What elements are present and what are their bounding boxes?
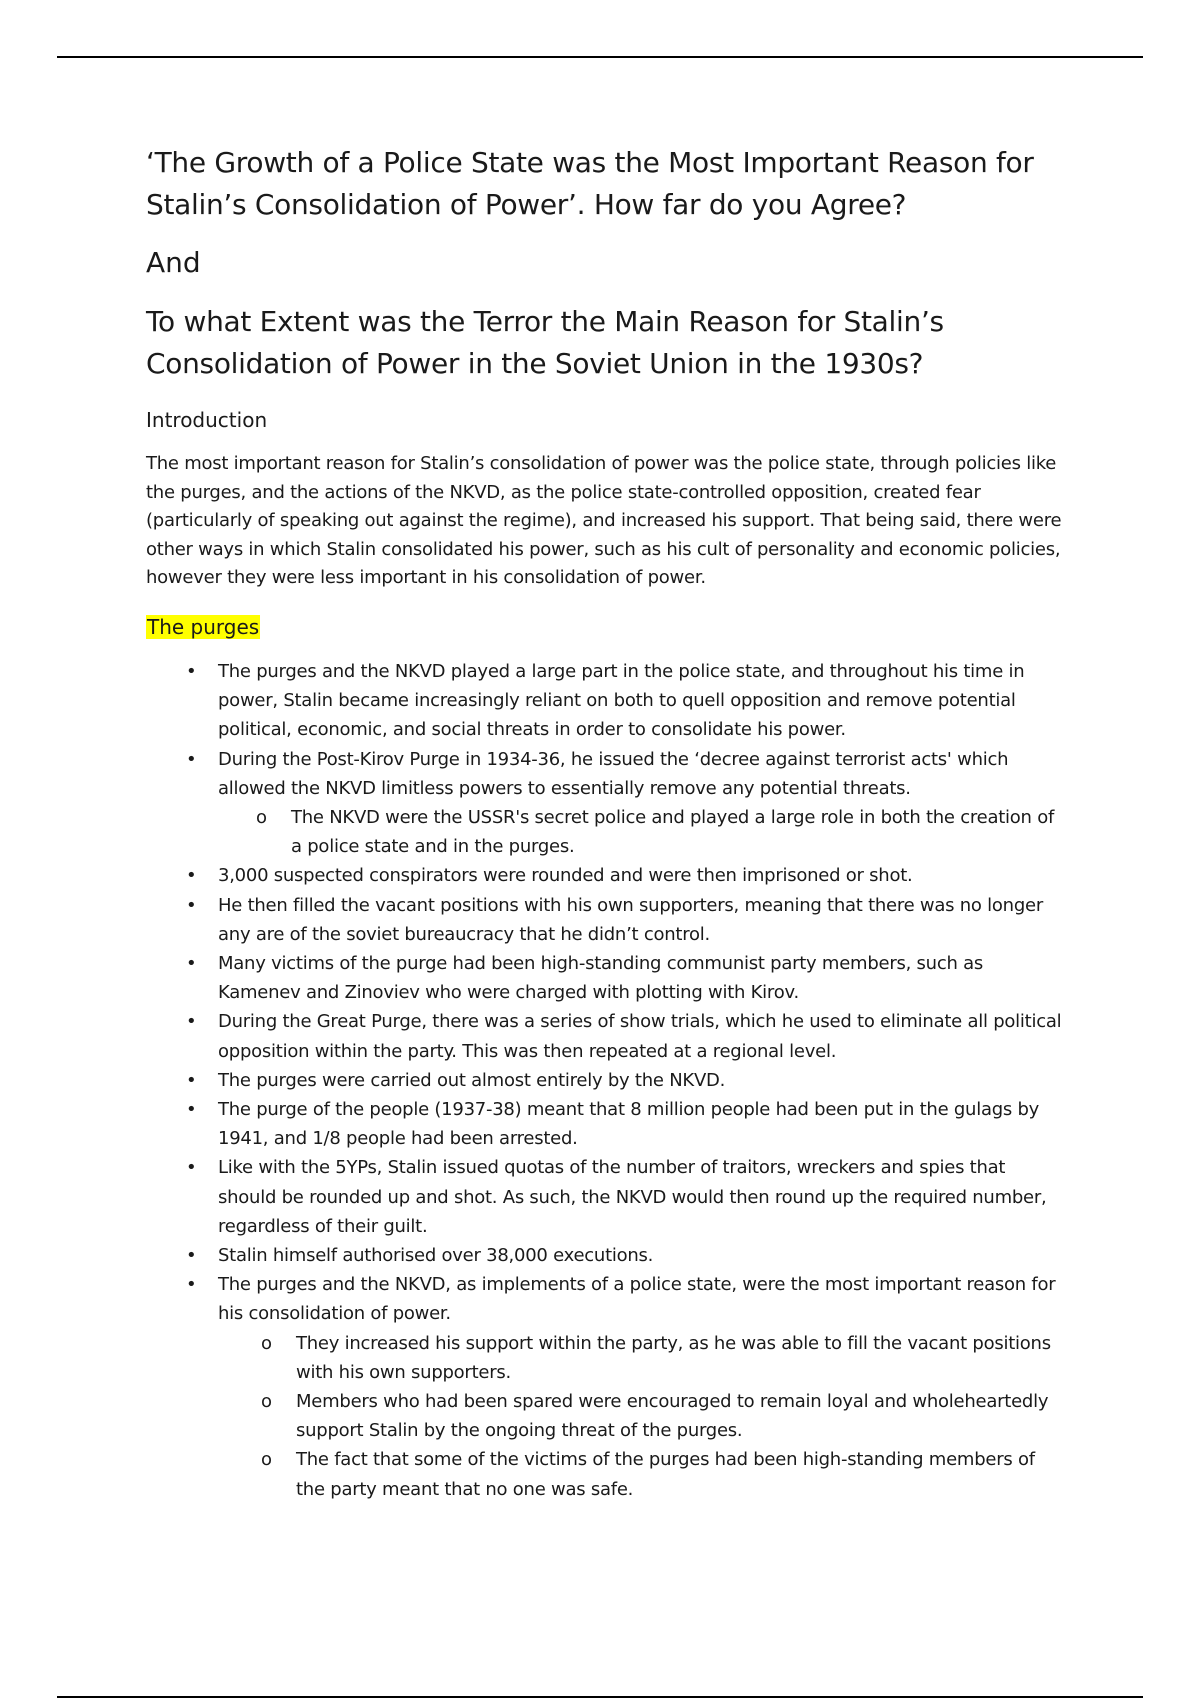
list-item-text: Like with the 5YPs, Stalin issued quotas of the number of traitors, wreckers and spies that should be rounded up and shot. As such, the NKVD would then round up the required number, regardless of their guilt. — [218, 1157, 1047, 1237]
sub-list-item — [146, 803, 1066, 861]
top-rule — [57, 56, 1143, 58]
sub-list-item-text: They increased his support within the party, as he was able to fill the vacant positions with his own supporters. — [296, 1332, 1051, 1383]
bottom-rule — [57, 1696, 1143, 1698]
bullet-icon: • — [186, 1011, 197, 1033]
list-item-text: 3,000 suspected conspirators were rounded and were then imprisoned or shot. — [218, 865, 913, 887]
list-item — [146, 949, 1066, 1007]
bullet-icon: • — [186, 1157, 197, 1179]
list-item-text: The purges and the NKVD played a large part in the police state, and throughout his time in power, Stalin became increasingly reliant on both to quell opposition and remove potential political, economic, and social threats in order to consolidate his power. — [218, 660, 1025, 741]
list-item — [146, 1270, 1066, 1504]
bullet-icon: • — [186, 1245, 197, 1267]
list-item — [146, 891, 1066, 949]
list-item — [146, 657, 1066, 745]
list-item — [146, 861, 1066, 890]
list-item-text: During the Great Purge, there was a series of show trials, which he used to eliminate all political opposition within the party. This was then repeated at a regional level. — [218, 1011, 1062, 1062]
list-item-text: Many victims of the purge had been high-standing communist party members, such as Kamenev and Zinoviev who were charged with plotting with Kirov. — [218, 953, 984, 1004]
list-item — [146, 1066, 1066, 1095]
circle-bullet-icon: o — [261, 1391, 272, 1413]
introduction-heading: Introduction — [146, 408, 268, 432]
list-item — [146, 745, 1066, 862]
circle-bullet-icon: o — [261, 1449, 272, 1471]
bullet-icon: • — [186, 865, 197, 887]
bullet-icon: • — [186, 1274, 197, 1296]
list-item — [146, 1007, 1066, 1065]
bullet-icon: • — [186, 1069, 197, 1091]
introduction-paragraph: The most important reason for Stalin’s consolidation of power was the police state, through policies like the purges, and the actions of the NKVD, as the police state-controlled opposition, created fear (particularly of speaking out against the regime), and increased his support. That being said, there were other ways in which Stalin consolidated his power, such as his cult of personality and economic policies, however they were less important in his consolidation of power. — [146, 453, 1062, 589]
sub-list — [218, 803, 1066, 861]
list-item-text: He then filled the vacant positions with his own supporters, meaning that there was no longer any are of the soviet bureaucracy that he didn’t control. — [218, 894, 1043, 945]
purges-bullet-list — [146, 657, 1066, 1504]
bullet-icon: • — [186, 748, 197, 770]
list-item-text: Stalin himself authorised over 38,000 executions. — [218, 1245, 654, 1267]
list-item — [146, 1153, 1066, 1241]
circle-bullet-icon: o — [261, 1332, 272, 1354]
title-conjunction: And — [146, 246, 201, 279]
bullet-icon: • — [186, 953, 197, 974]
sub-list-item — [146, 1387, 1066, 1445]
essay-title-1: ‘The Growth of a Police State was the Most Important Reason for Stalin’s Consolidation of Power’. How far do you Agree? — [146, 146, 1034, 221]
circle-bullet-icon: o — [256, 806, 267, 828]
purges-heading — [146, 613, 1066, 641]
list-item-text: The purges and the NKVD, as implements of a police state, were the most important reason for his consolidation of power. — [218, 1274, 1056, 1325]
bullet-icon: • — [186, 894, 197, 916]
sub-list-item-text: The fact that some of the victims of the purges had been high-standing members of the party meant that no one was safe. — [296, 1449, 1035, 1500]
sub-list — [218, 1329, 1066, 1504]
sub-list-item-text: Members who had been spared were encouraged to remain loyal and wholeheartedly support Stalin by the ongoing threat of the purges. — [296, 1391, 1049, 1442]
essay-title-2: To what Extent was the Terror the Main Reason for Stalin’s Consolidation of Power in the Soviet Union in the 1930s? — [146, 305, 944, 380]
bullet-icon: • — [186, 1099, 197, 1121]
document-body — [146, 142, 1066, 1504]
list-item-text: The purge of the people (1937-38) meant that 8 million people had been put in the gulags by 1941, and 1/8 people had been arrested. — [218, 1099, 1040, 1150]
sub-list-item — [146, 1445, 1066, 1503]
sub-list-item — [146, 1329, 1066, 1387]
sub-list-item-text: The NKVD were the USSR's secret police and played a large role in both the creation of a police state and in the purges. — [291, 806, 1055, 858]
purges-heading-text: The purges — [147, 614, 260, 639]
list-item — [146, 1241, 1066, 1270]
list-item — [146, 1095, 1066, 1153]
list-item-text: During the Post-Kirov Purge in 1934-36, he issued the ‘decree against terrorist acts' which allowed the NKVD limitless powers to essentially remove any potential threats. — [218, 748, 1009, 799]
list-item-text: The purges were carried out almost entirely by the NKVD. — [218, 1069, 726, 1091]
bullet-icon: • — [186, 660, 197, 682]
